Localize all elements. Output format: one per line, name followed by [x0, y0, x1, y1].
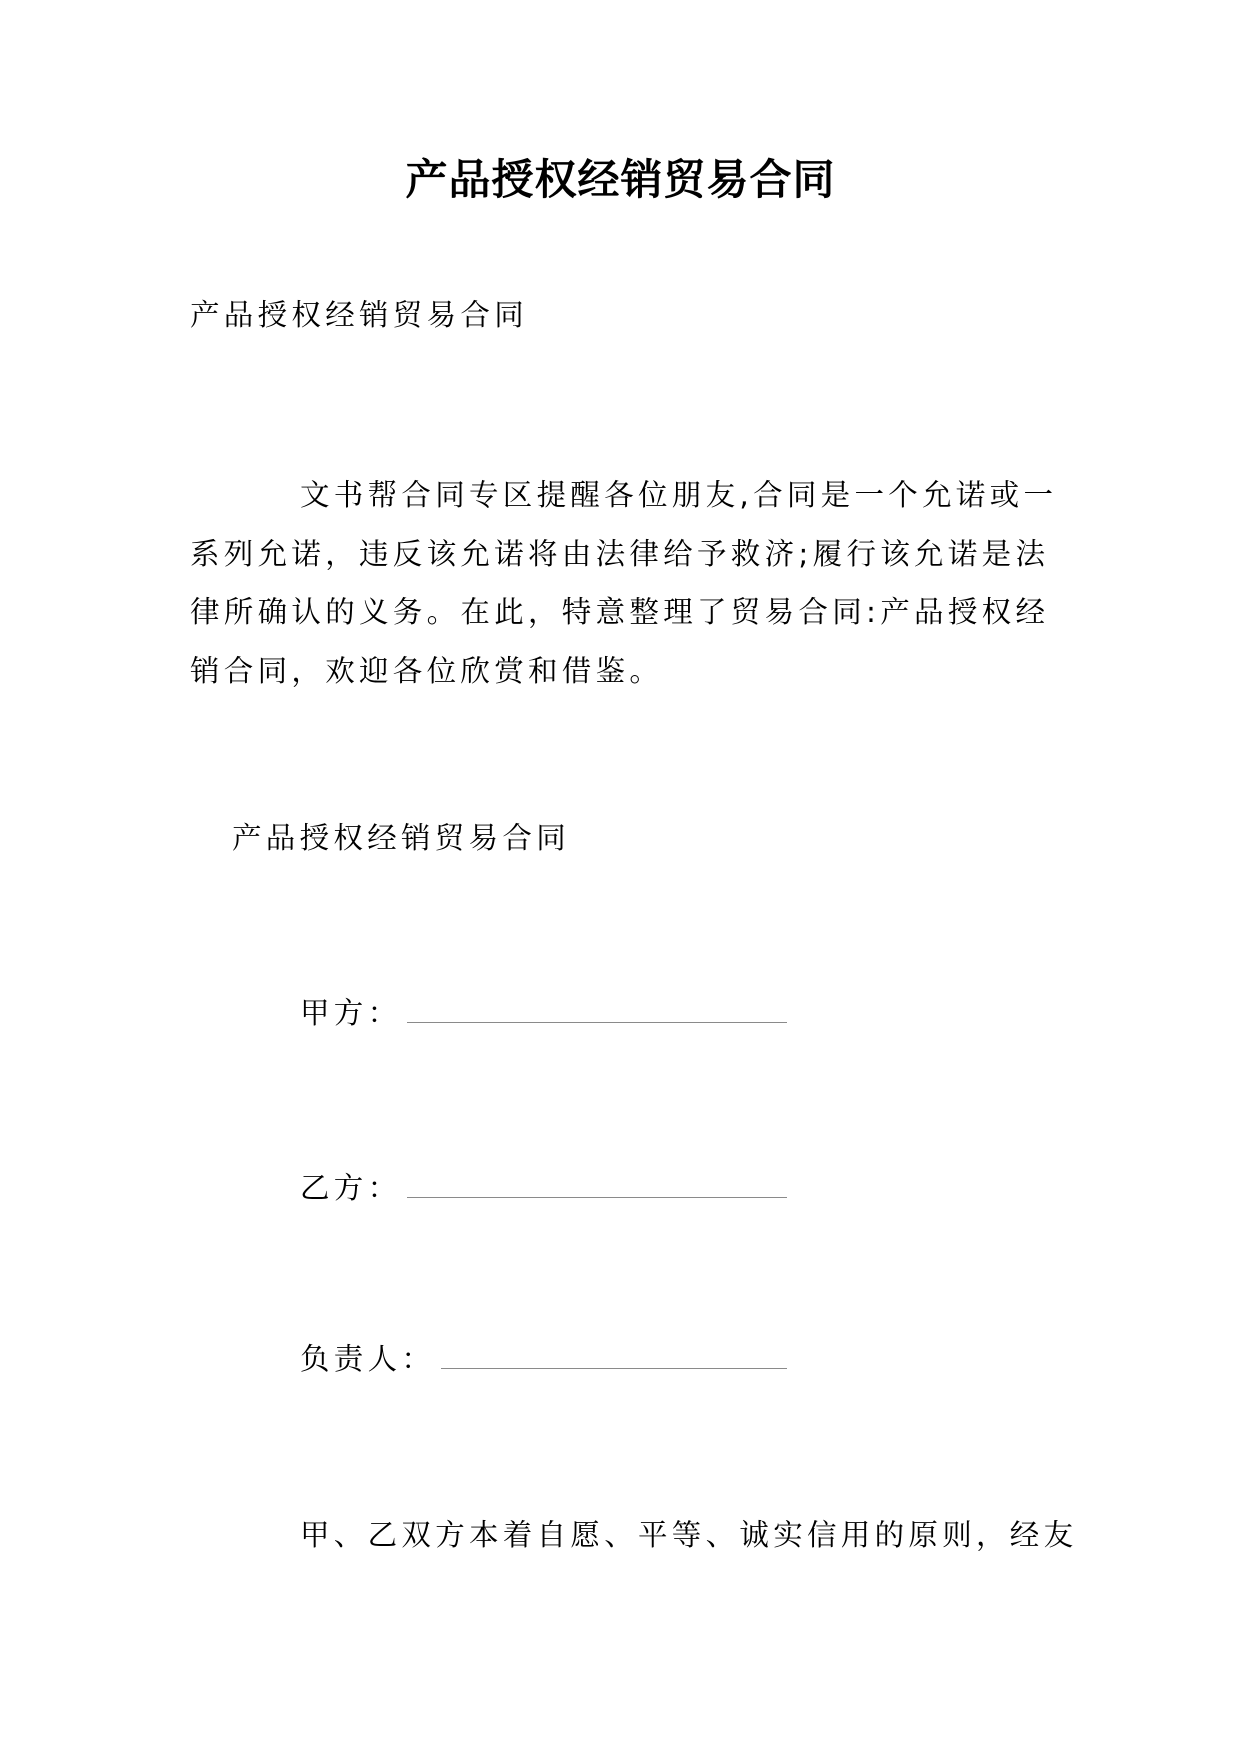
party-b-field — [300, 1165, 787, 1211]
document-subtitle: 产品授权经销贸易合同 — [190, 298, 529, 332]
responsible-person-blank-line — [441, 1344, 787, 1369]
party-a-label: 甲方： — [300, 996, 402, 1030]
party-a-field — [300, 990, 787, 1036]
intro-paragraph: 文书帮合同专区提醒各位朋友,合同是一个允诺或一系列允诺，违反该允诺将由法律给予救济;履行该允诺是法律所确认的义务。在此，特意整理了贸易合同:产品授权经销合同，欢迎各位欣赏和借鉴。 — [190, 478, 1058, 689]
document-title: 产品授权经销贸易合同 — [405, 155, 836, 204]
responsible-person-label: 负责人： — [300, 1342, 436, 1376]
responsible-person-field — [300, 1336, 787, 1382]
closing-paragraph: 甲、乙双方本着自愿、平等、诚实信用的原则，经友 — [300, 1518, 1078, 1552]
party-a-blank-line — [407, 998, 787, 1023]
party-b-blank-line — [407, 1173, 787, 1198]
contract-heading: 产品授权经销贸易合同 — [232, 821, 571, 855]
party-b-label: 乙方： — [300, 1171, 402, 1205]
